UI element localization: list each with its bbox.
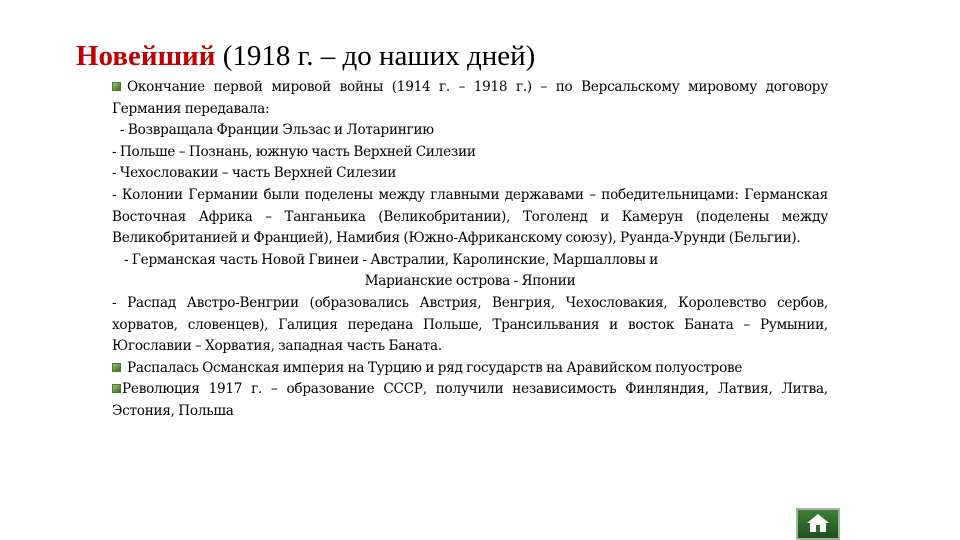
list-item-poland: - Польше – Познань, южную часть Верхней Силезии (112, 143, 476, 160)
paragraph-text: Окончание первой мировой войны (1914 г. – 1918 г.) – по Версальскому мировому договору Германия передавала: (112, 79, 828, 117)
paragraph-revolution (112, 379, 828, 422)
paragraph-versailles (112, 77, 828, 120)
paragraph-text: Революция 1917 г. – образование СССР, получили независимость Финляндия, Латвия, Литва, Эстония, Польша (112, 381, 828, 419)
content-body (112, 77, 828, 423)
list-item-new-guinea (112, 250, 828, 293)
home-icon (806, 513, 830, 533)
title-period: (1918 г. – до наших дней) (215, 40, 536, 72)
list-item-colonies: - Колонии Германии были поделены между главными державами – победительницами: Германская Восточная Африка – Танганьика (Великобритании), Тоголенд и Камерун (поделены между Великобританией и Францией), Намибия (Южно-Африканскому союзу), Руанда-Урунди (Бельгии). (112, 186, 828, 247)
paragraph-text: Распалась Османская империя на Турцию и ряд государств на Аравийском полуострове (127, 359, 743, 376)
square-bullet-icon (112, 82, 121, 91)
list-item-austria-hungary (112, 293, 828, 358)
home-button[interactable] (796, 508, 840, 540)
list-item-text: - Распад Австро-Венгрии (образовались Австрия, Венгрия, Чехословакия, (112, 294, 668, 311)
list-item-text-continued: Марианские острова - Японии (364, 273, 576, 290)
list-item-text: - Германская часть Новой Гвинеи - Австралии, Каролинские, Маршалловы и (124, 251, 659, 268)
list-item-czechoslovakia: - Чехословакии – часть Верхней Силезии (112, 165, 397, 182)
list-item-france: - Возвращала Франции Эльзас и Лотарингию (120, 122, 434, 139)
square-bullet-icon (112, 384, 121, 393)
list-item-text-continued: Королевство сербов, хорватов, словенцев), Галиция передана Польше, Трансильвания и восток Баната – Румынии, Югославии – Хорватия, западная часть Баната. (112, 294, 828, 355)
page-title (76, 38, 535, 74)
title-accent: Новейший (76, 40, 216, 72)
square-bullet-icon (112, 363, 121, 372)
paragraph-ottoman (112, 358, 828, 380)
